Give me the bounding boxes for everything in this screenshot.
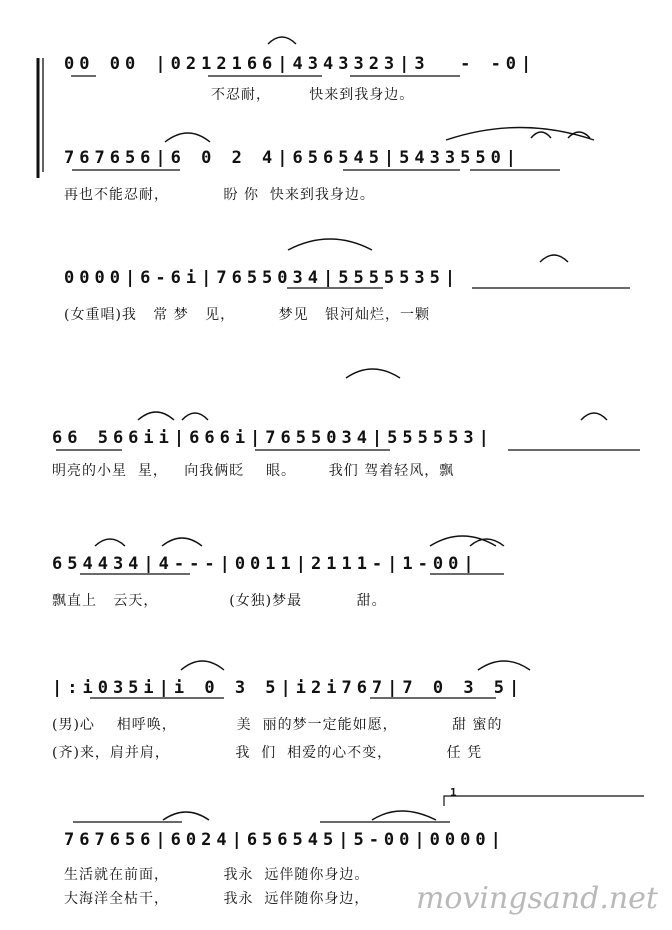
lyric-line: 大海洋全枯干， 我永 远伴随你身边， — [64, 891, 370, 907]
lyric-line: 不忍耐， 快来到我身边。 — [162, 87, 415, 103]
lyric-line: (齐)来，肩并肩， 我 们 相爱的心不变， 任 凭 — [52, 745, 483, 761]
lyric-line: 明亮的小星 星， 向我俩眨 眼。 我们 驾着轻风，飘 — [52, 463, 455, 479]
notation-row: |:i035i|i 0 3 5|i2i767|7 0 3 5| — [52, 678, 525, 698]
notation-row: 767656|6024|656545|5-00|0000| — [64, 830, 506, 850]
lyric-line: (女重唱)我 常 梦 见， 梦见 银河灿烂，一颗 — [64, 307, 431, 323]
lyric-line: (男)心 相呼唤， 美 丽的梦一定能如愿， 甜 蜜的 — [52, 717, 503, 733]
watermark: movingsand.net — [415, 881, 658, 916]
lyric-line: 再也不能忍耐， 盼 你 快来到我身边。 — [64, 187, 375, 203]
notation-row: 0000|6-6i|7655034|5555535| — [64, 268, 461, 288]
notation-row: 66 566ii|666i|7655034|555553| — [52, 428, 494, 448]
notation-row: 00 00 |0212166|4343323|3 - -0| — [64, 54, 537, 74]
lyric-line: 生活就在前面， 我永 远伴随你身边。 — [64, 867, 370, 883]
notation-row: 654434|4---|0011|2111-|1-00| — [52, 554, 479, 574]
lyric-line: 飘直上 云天， (女独)梦最 甜。 — [52, 593, 387, 609]
repeat-number: 1 — [450, 786, 457, 799]
notation-row: 767656|6 0 2 4|656545|5433550| — [64, 148, 522, 168]
